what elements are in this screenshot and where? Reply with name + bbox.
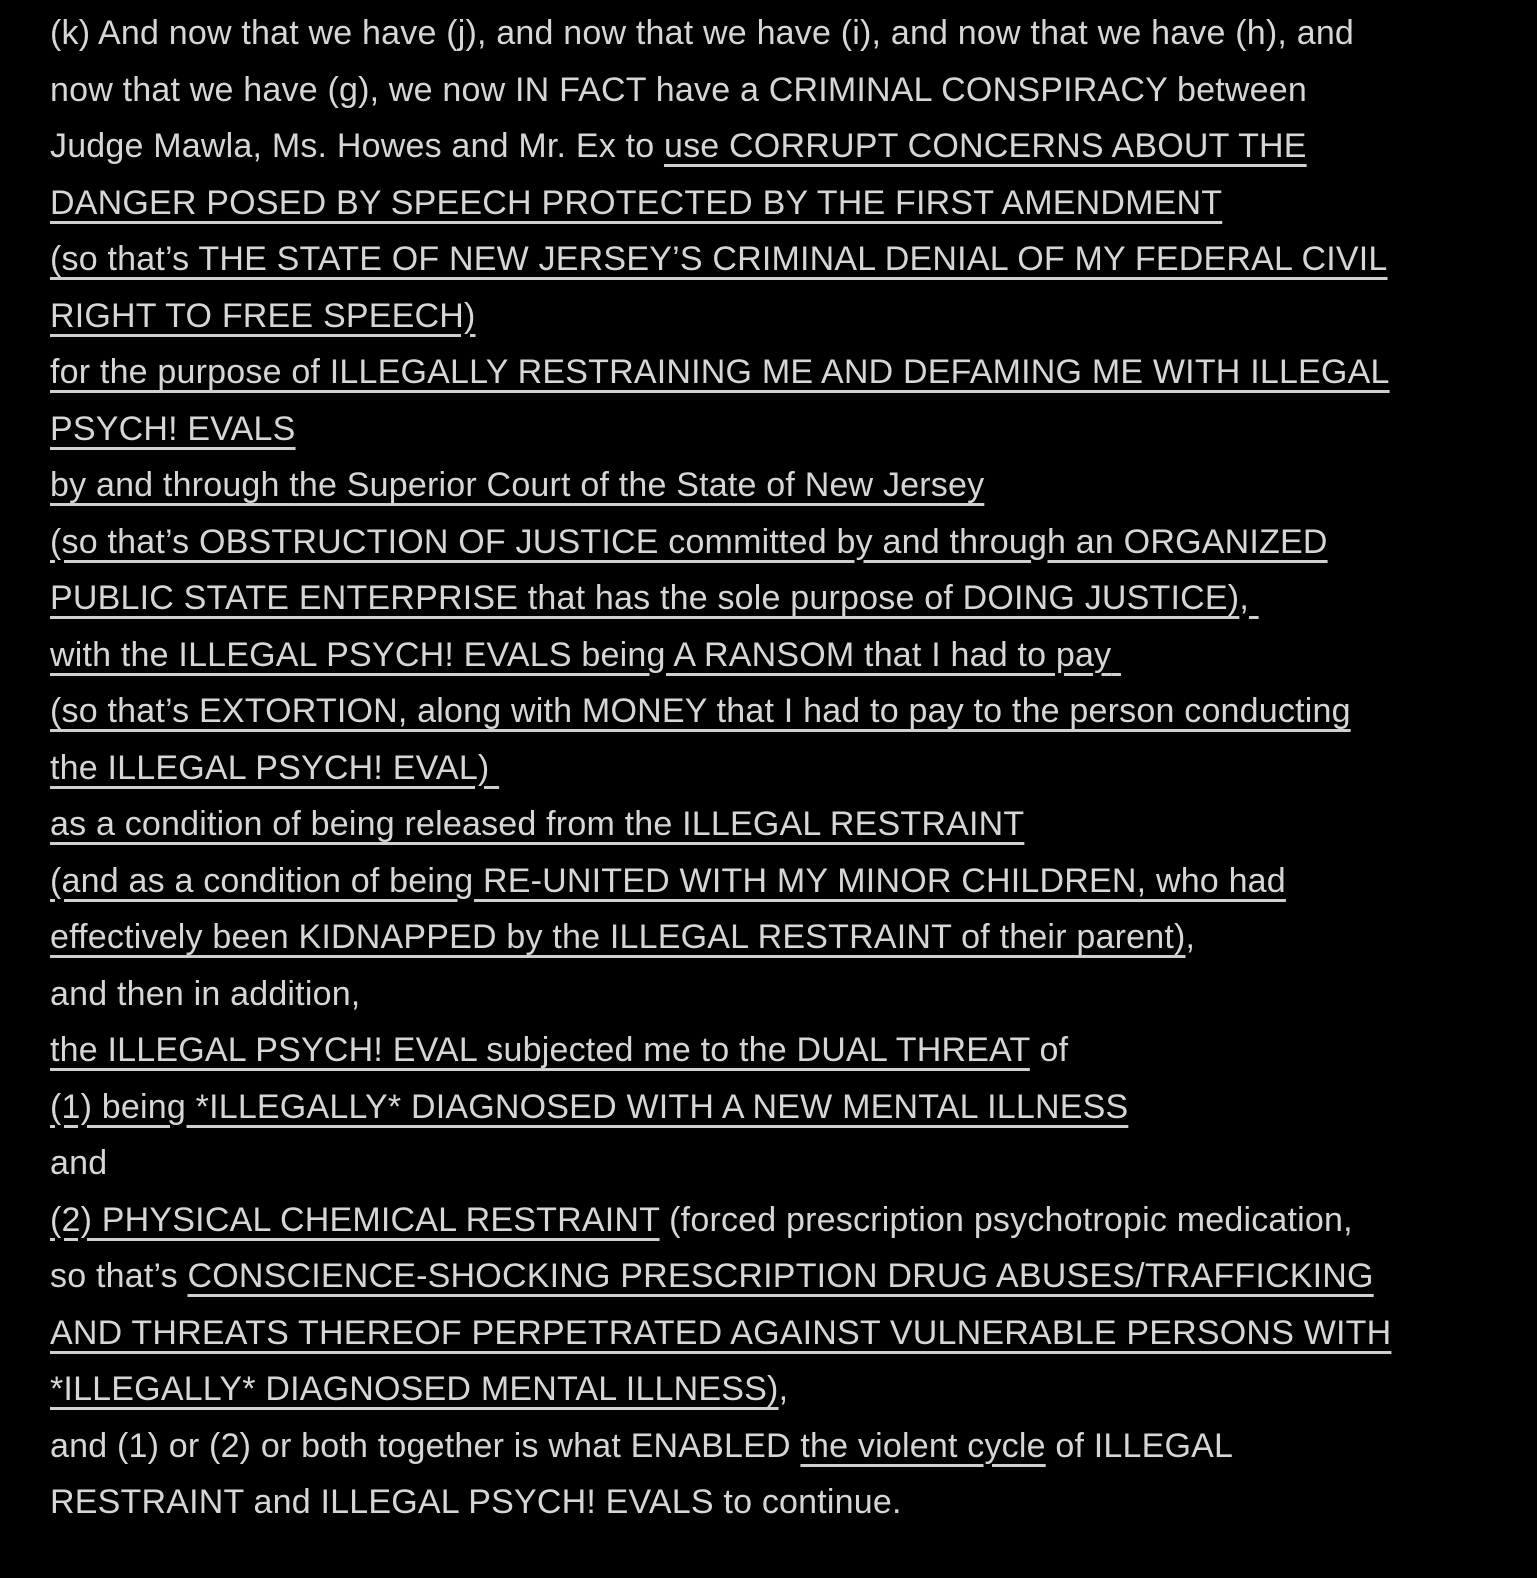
text-line: [50, 683, 1497, 740]
text-line: [50, 401, 1497, 458]
underlined-text-segment: CONSCIENCE-SHOCKING PRESCRIPTION DRUG ABUSES/TRAFFICKING: [187, 1257, 1374, 1295]
text-segment: ,: [778, 1370, 789, 1408]
text-line: [50, 1192, 1497, 1249]
underlined-text-segment: [489, 749, 499, 787]
text-line: [50, 231, 1497, 288]
text-line: [50, 118, 1497, 175]
text-line: [50, 62, 1497, 119]
text-segment: of: [1029, 1031, 1069, 1069]
underlined-text-segment: [1111, 636, 1121, 674]
underlined-text-segment: the ILLEGAL PSYCH! EVAL): [50, 748, 490, 787]
text-line: [50, 796, 1497, 853]
text-line: [50, 853, 1497, 910]
underlined-text-segment: RIGHT TO FREE SPEECH): [50, 296, 476, 335]
underlined-text-segment: (so that’s THE STATE OF NEW JERSEY’S CRIMINAL DENIAL OF MY FEDERAL CIVIL: [50, 240, 1388, 278]
text-segment: and (1) or (2) or both together is what ENABLED: [50, 1426, 801, 1465]
text-line: [50, 1361, 1497, 1418]
underlined-text-segment: (2) PHYSICAL CHEMICAL RESTRAINT: [50, 1200, 660, 1239]
text-segment: (forced prescription psychotropic medication,: [659, 1200, 1353, 1239]
text-line: [50, 1022, 1497, 1079]
underlined-text-segment: with the ILLEGAL PSYCH! EVALS being A RANSOM that I had to pay: [50, 635, 1112, 674]
text-segment: of ILLEGAL: [1045, 1426, 1234, 1465]
text-segment: (k) And now that we have (j), and now that we have (i), and now that we have (h), and: [50, 14, 1355, 52]
underlined-text-segment: as a condition of being released from the ILLEGAL RESTRAINT: [50, 805, 1025, 843]
underlined-text-segment: PUBLIC STATE ENTERPRISE that has the sole purpose of DOING JUSTICE): [50, 579, 1240, 617]
text-segment: and: [50, 1144, 108, 1182]
underlined-text-segment: effectively been KIDNAPPED by the ILLEGAL RESTRAINT of their parent): [50, 918, 1186, 956]
text-line: [50, 1079, 1497, 1136]
underlined-text-segment: use CORRUPT CONCERNS ABOUT THE: [663, 127, 1307, 165]
text-segment: RESTRAINT and ILLEGAL PSYCH! EVALS to continue.: [50, 1483, 902, 1521]
text-line: [50, 740, 1497, 797]
text-line: [50, 627, 1497, 684]
underlined-text-segment: PSYCH! EVALS: [50, 409, 296, 448]
text-line: [50, 1305, 1497, 1362]
text-segment: Judge Mawla, Ms. Howes and Mr. Ex to: [50, 127, 664, 165]
underlined-text-segment: the ILLEGAL PSYCH! EVAL subjected me to the DUAL THREAT: [50, 1031, 1030, 1069]
text-line: [50, 1418, 1497, 1475]
text-line: [50, 457, 1497, 514]
underlined-text-segment: [1249, 579, 1259, 617]
underlined-text-segment: the violent cycle: [800, 1426, 1046, 1465]
text-segment: ,: [1185, 918, 1196, 956]
text-line: [50, 288, 1497, 345]
text-line: [50, 966, 1497, 1023]
document-text: [50, 5, 1497, 1531]
text-line: [50, 1474, 1497, 1531]
underlined-text-segment: *ILLEGALLY* DIAGNOSED MENTAL ILLNESS): [50, 1370, 779, 1408]
text-line: [50, 570, 1497, 627]
text-segment: and then in addition,: [50, 974, 361, 1013]
underlined-text-segment: (and as a condition of being RE-UNITED WITH MY MINOR CHILDREN, who had: [50, 861, 1286, 900]
underlined-text-segment: for the purpose of ILLEGALLY RESTRAINING ME AND DEFAMING ME WITH ILLEGAL: [50, 353, 1390, 391]
underlined-text-segment: AND THREATS THEREOF PERPETRATED AGAINST VULNERABLE PERSONS WITH: [50, 1313, 1392, 1352]
text-line: [50, 514, 1497, 571]
underlined-text-segment: by and through the Superior Court of the State of New Jersey: [50, 466, 985, 504]
text-line: [50, 5, 1497, 62]
text-line: [50, 909, 1497, 966]
text-segment: so that’s: [50, 1257, 188, 1295]
text-segment: now that we have (g), we now IN FACT have a CRIMINAL CONSPIRACY between: [50, 70, 1307, 109]
underlined-text-segment: (so that’s EXTORTION, along with MONEY that I had to pay to the person conducting: [50, 692, 1351, 730]
text-line: [50, 344, 1497, 401]
underlined-text-segment: (so that’s OBSTRUCTION OF JUSTICE committed by and through an ORGANIZED: [50, 522, 1328, 561]
text-line: [50, 175, 1497, 232]
underlined-text-segment: (1) being *ILLEGALLY* DIAGNOSED WITH A NEW MENTAL ILLNESS: [50, 1087, 1129, 1126]
text-segment: ,: [1239, 579, 1249, 617]
underlined-text-segment: DANGER POSED BY SPEECH PROTECTED BY THE FIRST AMENDMENT: [50, 183, 1223, 222]
text-line: [50, 1135, 1497, 1192]
text-line: [50, 1248, 1497, 1305]
